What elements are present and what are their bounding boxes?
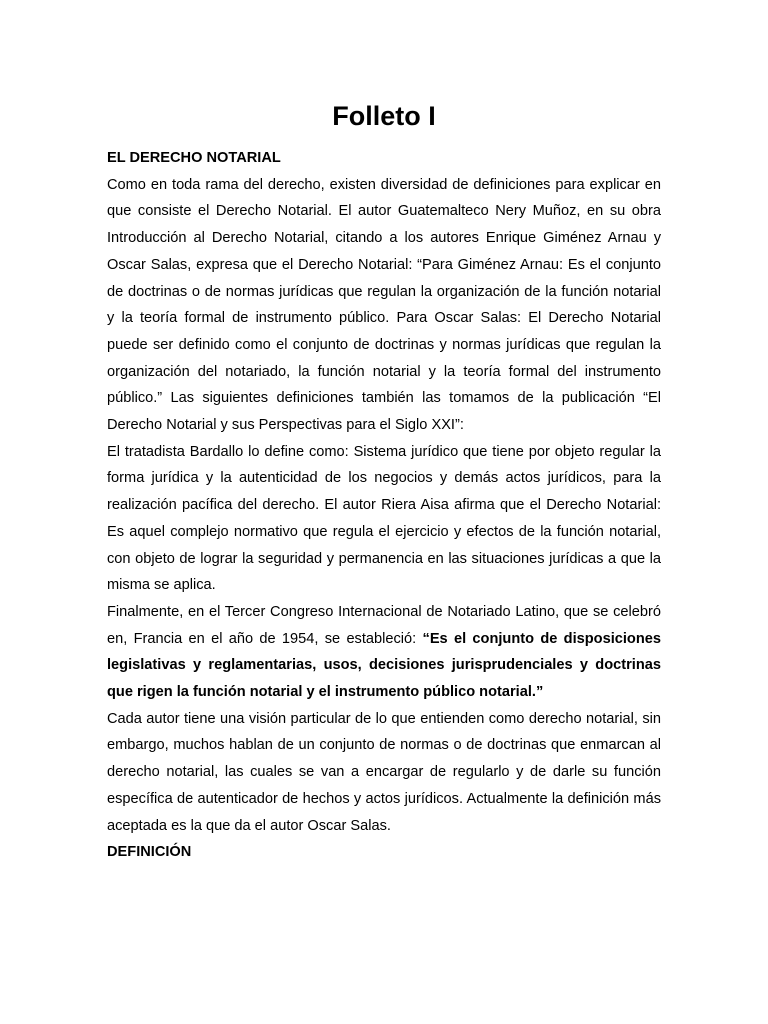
definition-heading: DEFINICIÓN [107, 844, 192, 861]
paragraph-4: Cada autor tiene una visión particular de lo que entienden como derecho notarial, sin embargo, muchos hablan de un conjunto de normas o de doctrinas que enmarcan al derecho notarial, las cuales se van a encargar de regularlo y de darle su función específica de autenticador de hechos y actos jurídicos. Actualmente la definición más aceptada es la que da el autor Oscar Salas. [107, 710, 661, 834]
document-title: Folleto I [332, 101, 436, 131]
paragraph-3 [107, 599, 661, 706]
paragraph-3-quote: “Es el conjunto de disposiciones legislativas y reglamentarias, usos, decisiones jurisprudenciales y doctrinas que rigen la función notarial y el instrumento público notarial.” [107, 630, 661, 701]
paragraph-2: El tratadista Bardallo lo define como: Sistema jurídico que tiene por objeto regular la forma jurídica y la autenticidad de los negocios y demás actos jurídicos, para la realización pacífica del derecho. El autor Riera Aisa afirma que el Derecho Notarial: Es aquel complejo normativo que regula el ejercicio y efectos de la función notarial, con objeto de lograr la seguridad y permanencia en las situaciones jurídicas a que la misma se aplica. [107, 443, 661, 594]
section-heading: EL DERECHO NOTARIAL [107, 150, 281, 166]
paragraph-1: Como en toda rama del derecho, existen diversidad de definiciones para explicar en que consiste el Derecho Notarial. El autor Guatemalteco Nery Muñoz, en su obra Introducción al Derecho Notarial, citando a los autores Enrique Giménez Arnau y Oscar Salas, expresa que el Derecho Notarial: “Para Giménez Arnau: Es el conjunto de doctrinas o de normas jurídicas que regulan la organización de la función notarial y la teoría formal de instrumento público. Para Oscar Salas: El Derecho Notarial puede ser definido como el conjunto de doctrinas y normas jurídicas que regulan la organización del notariado, la función notarial y la teoría formal del instrumento público.” Las siguientes definiciones también las tomamos de la publicación “El Derecho Notarial y sus Perspectivas para el Siglo XXI”: [107, 176, 661, 434]
paragraph-3-intro: Finalmente, en el Tercer Congreso Internacional de Notariado Latino, que se celebró en, Francia en el año de 1954, se estableció: [107, 603, 661, 647]
document-page [107, 96, 661, 866]
